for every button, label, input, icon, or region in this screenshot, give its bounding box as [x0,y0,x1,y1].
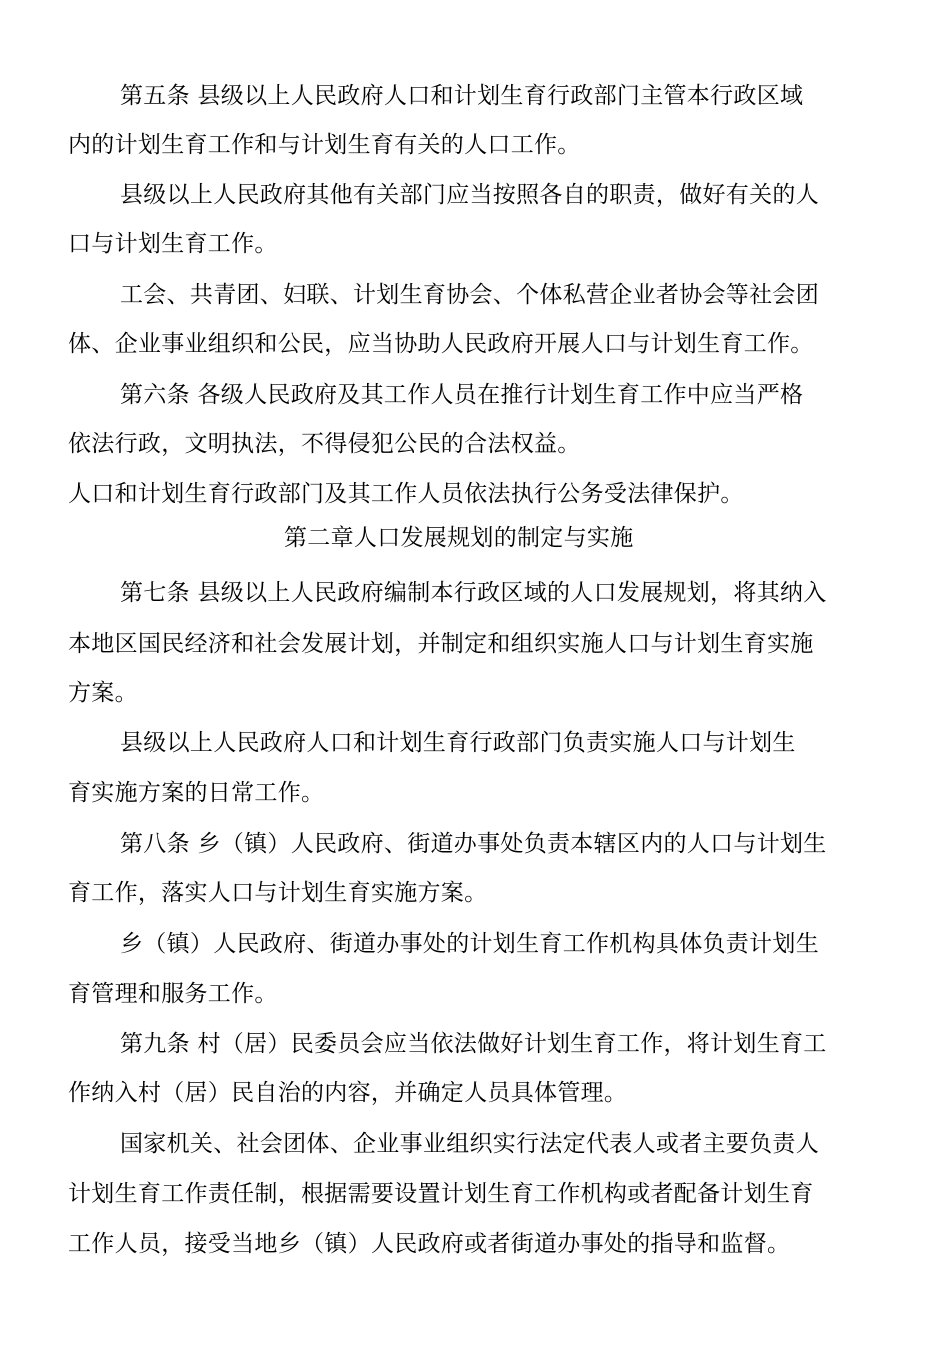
article-6-line-2: 依法行政，文明执法，不得侵犯公民的合法权益。 [68,431,581,457]
article-6-line-1: 第六条 各级人民政府及其工作人员在推行计划生育工作中应当严格 [120,382,804,408]
paragraph-township-line-2: 育管理和服务工作。 [68,981,278,1007]
paragraph-daily-work-line-1: 县级以上人民政府人口和计划生育行政部门负责实施人口与计划生 [120,730,796,756]
paragraph-departments-line-1: 县级以上人民政府其他有关部门应当按照各自的职责，做好有关的人 [120,182,819,208]
paragraph-organizations-line-2: 体、企业事业组织和公民，应当协助人民政府开展人口与计划生育工作。 [68,331,814,357]
article-8-line-1: 第八条 乡（镇）人民政府、街道办事处负责本辖区内的人口与计划生 [120,831,827,857]
article-5-line-1: 第五条 县级以上人民政府人口和计划生育行政部门主管本行政区域 [120,83,804,109]
paragraph-departments-line-2: 口与计划生育工作。 [68,231,278,257]
article-9-line-1: 第九条 村（居）民委员会应当依法做好计划生育工作，将计划生育工 [120,1031,827,1057]
paragraph-responsibility-line-3: 工作人员，接受当地乡（镇）人民政府或者街道办事处的指导和监督。 [68,1231,791,1257]
article-8-line-2: 育工作，落实人口与计划生育实施方案。 [68,880,488,906]
article-5-line-2: 内的计划生育工作和与计划生育有关的人口工作。 [68,132,581,158]
paragraph-organizations-line-1: 工会、共青团、妇联、计划生育协会、个体私营企业者协会等社会团 [120,282,819,308]
article-7-line-2: 本地区国民经济和社会发展计划，并制定和组织实施人口与计划生育实施 [68,631,814,657]
article-9-line-2: 作纳入村（居）民自治的内容，并确定人员具体管理。 [68,1080,628,1106]
paragraph-responsibility-line-1: 国家机关、社会团体、企业事业组织实行法定代表人或者主要负责人 [120,1131,819,1157]
article-7-line-3: 方案。 [68,680,138,706]
paragraph-township-line-1: 乡（镇）人民政府、街道办事处的计划生育工作机构具体负责计划生 [120,931,819,957]
paragraph-daily-work-line-2: 育实施方案的日常工作。 [68,780,325,806]
article-7-line-1: 第七条 县级以上人民政府编制本行政区域的人口发展规划，将其纳入 [120,580,827,606]
paragraph-legal-protection: 人口和计划生育行政部门及其工作人员依法执行公务受法律保护。 [68,481,744,507]
chapter-2-heading: 第二章人口发展规划的制定与实施 [284,525,634,551]
paragraph-responsibility-line-2: 计划生育工作责任制，根据需要设置计划生育工作机构或者配备计划生育 [68,1181,814,1207]
